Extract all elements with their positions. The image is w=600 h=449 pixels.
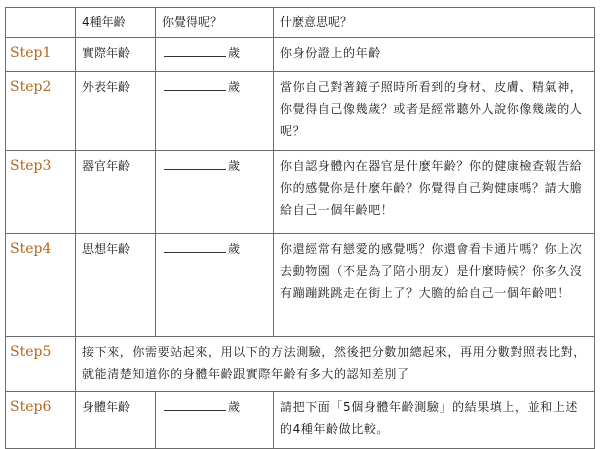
age-description: 你還經常有戀愛的感覺嗎？你還會看卡通片嗎？你上次去動物園（不是為了陪小朋友）是什麼時候？你多久沒有蹦蹦跳跳走在街上了？大膽的給自己一個年齡吧！ xyxy=(274,234,595,337)
age-type-label: 器官年齡 xyxy=(76,151,156,234)
table-row-step4 xyxy=(6,234,595,337)
age-description: 你身份證上的年齡 xyxy=(274,38,595,72)
header-cell-meaning: 什麼意思呢？ xyxy=(274,8,595,38)
age-answer-blank[interactable] xyxy=(156,234,274,337)
age-answer-blank[interactable] xyxy=(156,38,274,72)
step-label: Step2 xyxy=(6,72,76,151)
fill-in-line[interactable] xyxy=(164,396,226,411)
step-label: Step5 xyxy=(6,337,76,392)
fill-in-line[interactable] xyxy=(164,238,226,253)
step5-instruction: 接下來，你需要站起來，用以下的方法測驗，然後把分數加總起來，再用分數對照表比對，就能清楚知道你的身體年齡跟實際年齡有多大的認知差別了 xyxy=(76,337,595,392)
age-unit: 歲 xyxy=(228,400,241,414)
table-row-step6 xyxy=(6,392,595,449)
age-answer-blank[interactable] xyxy=(156,151,274,234)
step-label: Step4 xyxy=(6,234,76,337)
header-cell-your-guess: 你覺得呢？ xyxy=(156,8,274,38)
age-unit: 歲 xyxy=(228,46,241,60)
step-label: Step1 xyxy=(6,38,76,72)
age-description: 你自認身體內在器官是什麼年齡？你的健康檢查報告給你的感覺你是什麼年齡？你覺得自己夠健康嗎？請大膽給自己一個年齡吧！ xyxy=(274,151,595,234)
table-row-step1 xyxy=(6,38,595,72)
fill-in-line[interactable] xyxy=(164,76,226,91)
fill-in-line[interactable] xyxy=(164,42,226,57)
age-steps-table xyxy=(5,7,595,449)
age-type-label: 實際年齡 xyxy=(76,38,156,72)
age-description: 請把下面「5個身體年齡測驗」的結果填上，並和上述的4種年齡做比較。 xyxy=(274,392,595,449)
age-answer-blank[interactable] xyxy=(156,392,274,449)
table-row-step2 xyxy=(6,72,595,151)
age-type-label: 外表年齡 xyxy=(76,72,156,151)
step-label: Step6 xyxy=(6,392,76,449)
age-answer-blank[interactable] xyxy=(156,72,274,151)
age-unit: 歲 xyxy=(228,159,241,173)
age-unit: 歲 xyxy=(228,242,241,256)
header-cell-age-type: 4種年齡 xyxy=(76,8,156,38)
age-description: 當你自己對著鏡子照時所看到的身材、皮膚、精氣神，你覺得自己像幾歲？或者是經常聽外人說你像幾歲的人呢？ xyxy=(274,72,595,151)
table-row-step5 xyxy=(6,337,595,392)
age-type-label: 思想年齡 xyxy=(76,234,156,337)
table-row-step3 xyxy=(6,151,595,234)
fill-in-line[interactable] xyxy=(164,155,226,170)
age-unit: 歲 xyxy=(228,80,241,94)
header-row xyxy=(6,8,595,38)
age-type-label: 身體年齡 xyxy=(76,392,156,449)
step-label: Step3 xyxy=(6,151,76,234)
header-cell-step xyxy=(6,8,76,38)
